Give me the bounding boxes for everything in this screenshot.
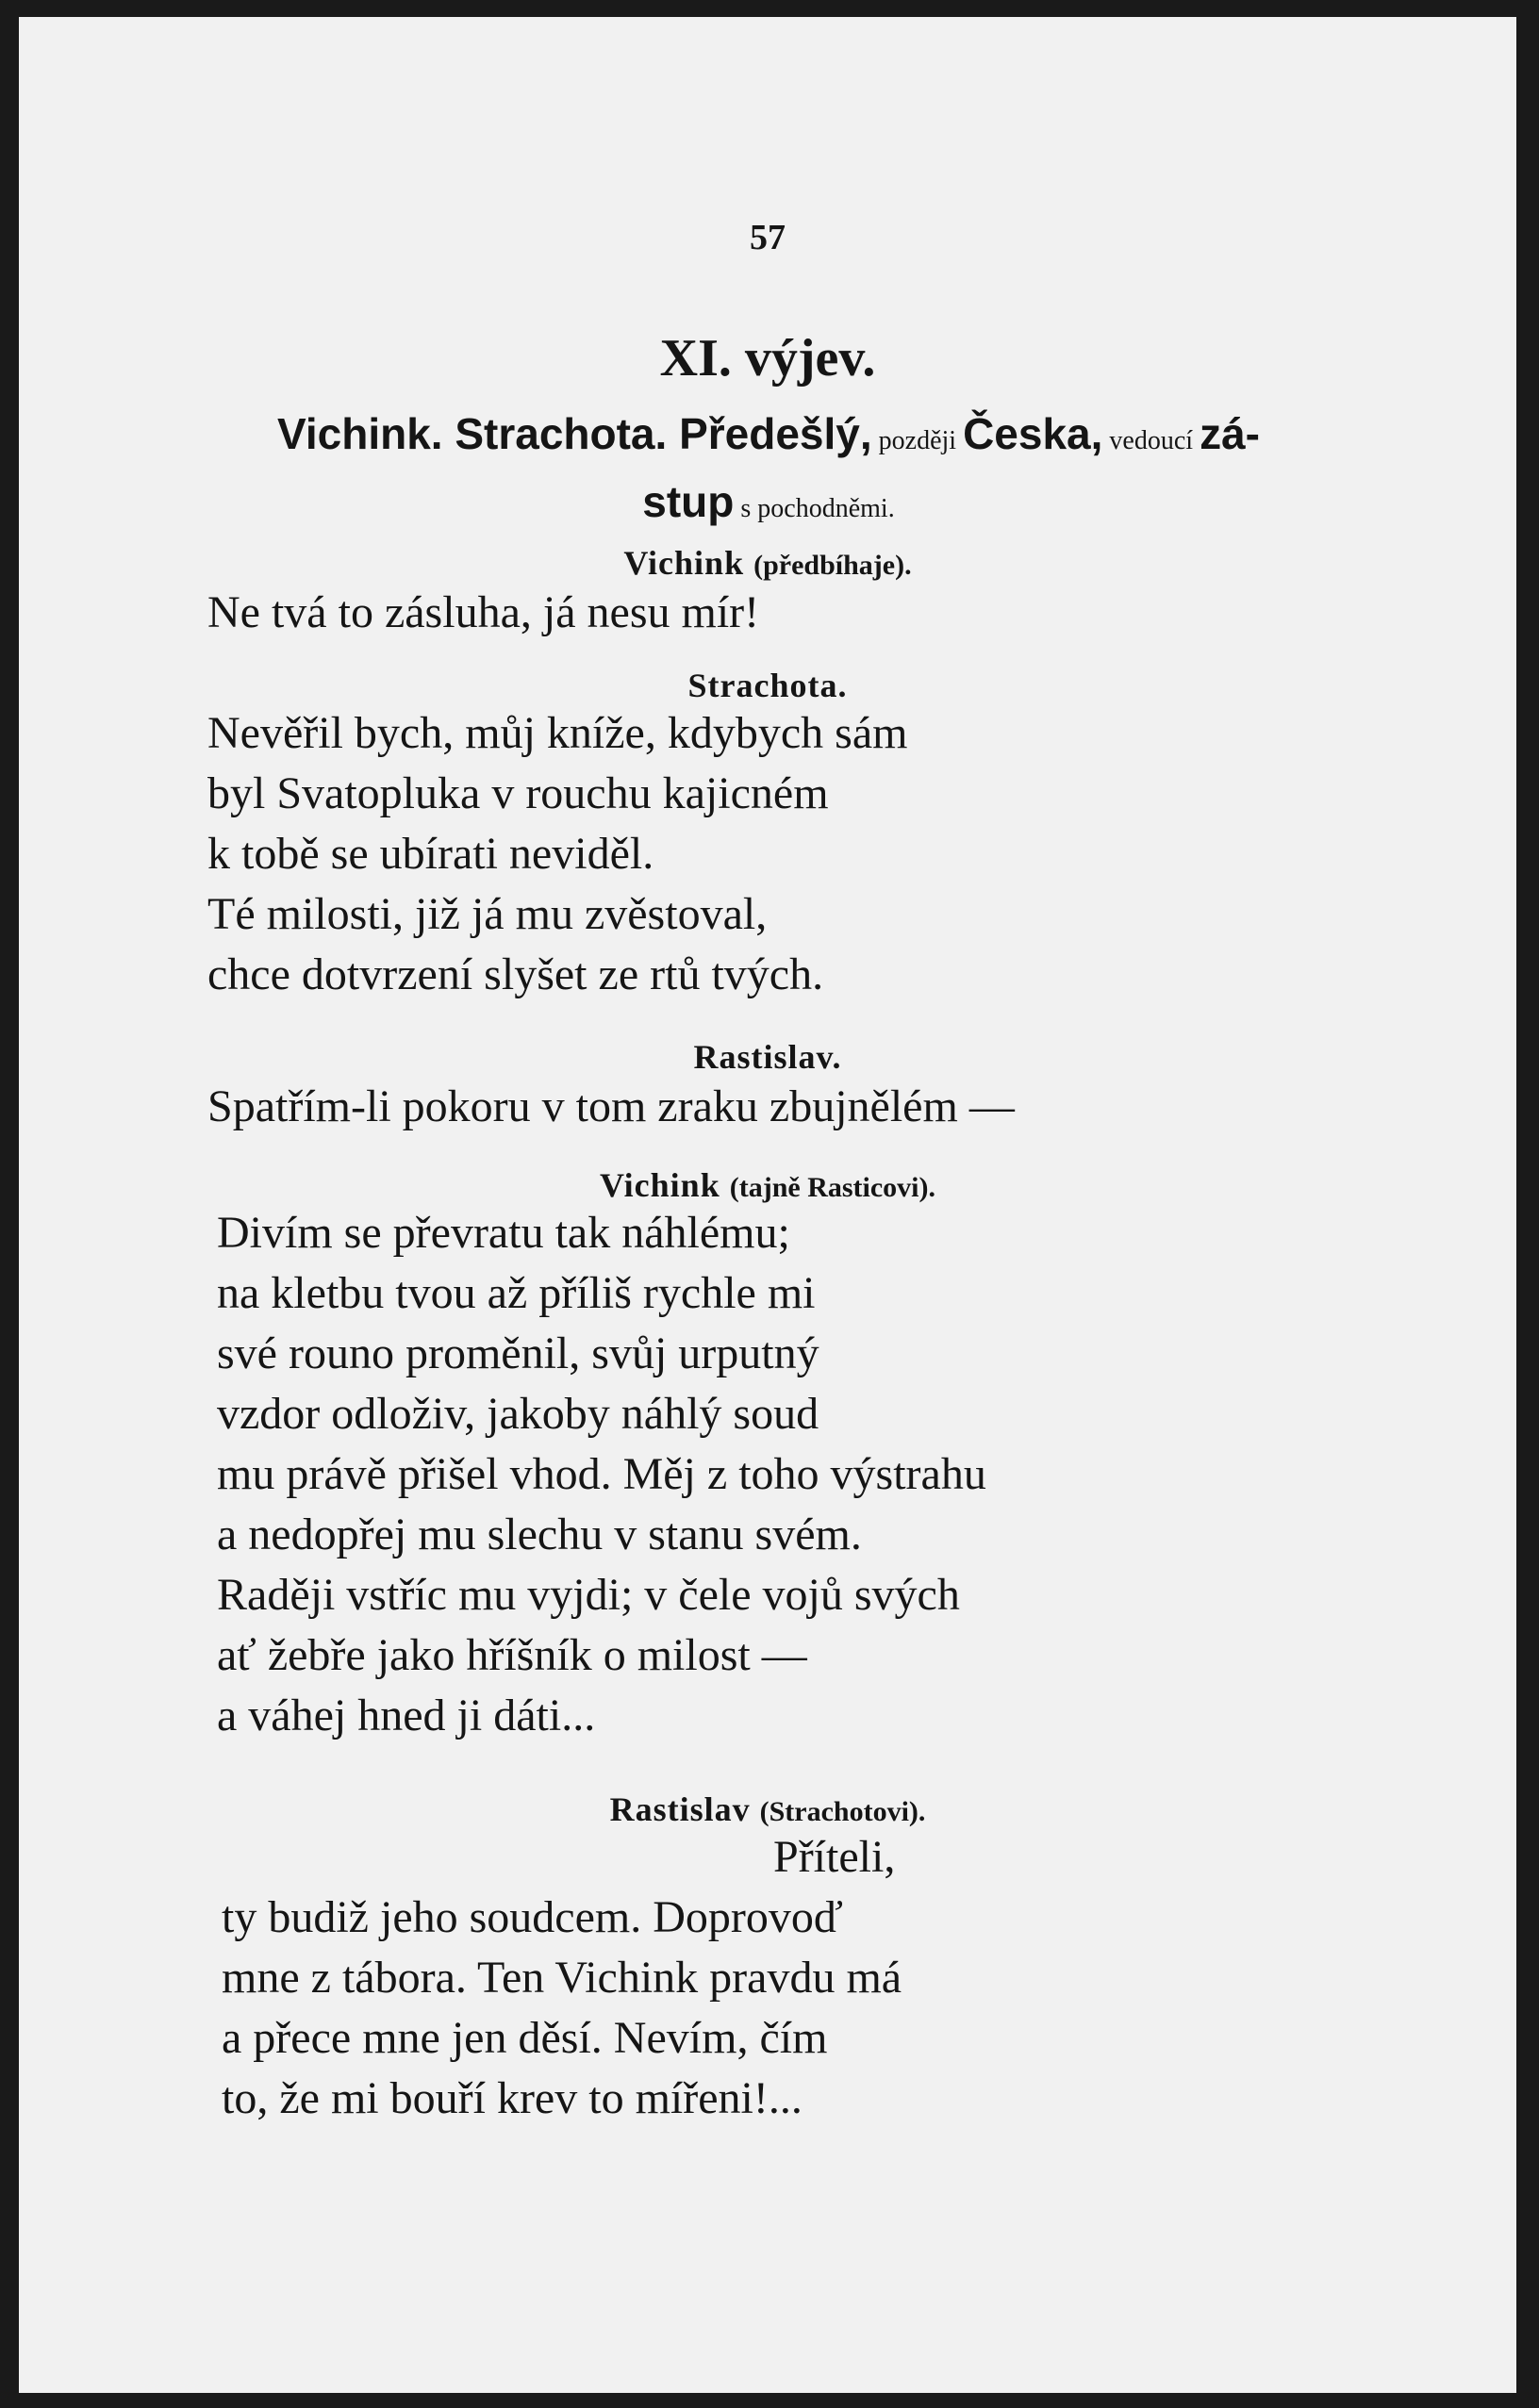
- verse-line: Ne tvá to zásluha, já nesu mír!: [207, 587, 760, 637]
- verse-line: chce dotvrzení slyšet ze rtů tvých.: [207, 949, 824, 999]
- verse-line: své rouno proměnil, svůj urputný: [217, 1328, 819, 1378]
- verse-block: [217, 1203, 986, 1746]
- stage-direction: (Strachotovi).: [759, 1796, 926, 1827]
- scene-title: XI. výjev.: [659, 329, 876, 388]
- verse-line: a váhej hned ji dáti...: [217, 1691, 596, 1740]
- verse-line: Příteli,: [773, 1832, 896, 1882]
- verse-line: Raději vstříc mu vyjdi; v čele vojů svých: [217, 1570, 960, 1620]
- verse-block: [222, 1888, 902, 2129]
- verse-block: [207, 1077, 1015, 1137]
- verse-line: mu právě přišel vhod. Měj z toho výstrahu: [217, 1449, 986, 1499]
- cast-segment: s pochodněmi.: [734, 494, 895, 523]
- page-number: 57: [750, 218, 786, 257]
- stage-direction: (předbíhaje).: [753, 550, 912, 581]
- cast-segment: Vichink. Strachota. Předešlý,: [277, 409, 872, 458]
- verse-line: mne z tábora. Ten Vichink pravdu má: [222, 1953, 902, 2003]
- verse-line: Spatřím-li pokoru v tom zraku zbujnělém —: [207, 1081, 1015, 1131]
- verse-line: k tobě se ubírati neviděl.: [207, 829, 654, 879]
- cast-line-2: [156, 471, 1382, 539]
- speaker-heading: [19, 543, 1516, 583]
- speaker-heading: [19, 666, 1516, 705]
- verse-line: Nevěřil bych, můj kníže, kdybych sám: [207, 708, 908, 758]
- speaker-name: Vichink: [623, 544, 745, 582]
- verse-line: vzdor odloživ, jakoby náhlý soud: [217, 1389, 819, 1439]
- cast-line-1: [156, 404, 1382, 471]
- cast-segment: zá-: [1200, 409, 1260, 458]
- verse-line: Té milosti, již já mu zvěstoval,: [207, 889, 768, 939]
- verse-line: a přece mne jen děsí. Nevím, čím: [222, 2013, 828, 2063]
- cast-segment: vedoucí: [1102, 426, 1200, 455]
- verse-block: [207, 703, 907, 1005]
- verse-block: [207, 583, 759, 643]
- verse-line: byl Svatopluka v rouchu kajicném: [207, 768, 829, 818]
- cast-segment: stup: [642, 477, 735, 526]
- verse-line: Divím se převratu tak náhlému;: [217, 1208, 790, 1258]
- cast-segment: později: [871, 426, 964, 455]
- verse-line: na kletbu tvou až příliš rychle mi: [217, 1268, 816, 1318]
- stage-direction: (tajně Rasticovi).: [729, 1172, 935, 1203]
- cast-list: [156, 404, 1382, 539]
- book-page: [19, 17, 1516, 2393]
- verse-line: a nedopřej mu slechu v stanu svém.: [217, 1509, 862, 1559]
- speaker-name: Vichink: [600, 1166, 720, 1204]
- speaker-heading: [19, 1790, 1516, 1829]
- speaker-heading: [19, 1037, 1516, 1077]
- speaker-name: Rastislav: [609, 1790, 751, 1828]
- verse-block: [773, 1827, 895, 1888]
- verse-line: to, že mi bouří krev to mířeni!...: [222, 2073, 803, 2123]
- verse-line: ať žebře jako hříšník o milost —: [217, 1630, 807, 1680]
- speaker-heading: [19, 1165, 1516, 1205]
- cast-segment: Česka,: [963, 409, 1103, 458]
- speaker-name: Strachota.: [687, 667, 848, 704]
- verse-line: ty budiž jeho soudcem. Doprovoď: [222, 1892, 843, 1942]
- speaker-name: Rastislav.: [693, 1038, 842, 1076]
